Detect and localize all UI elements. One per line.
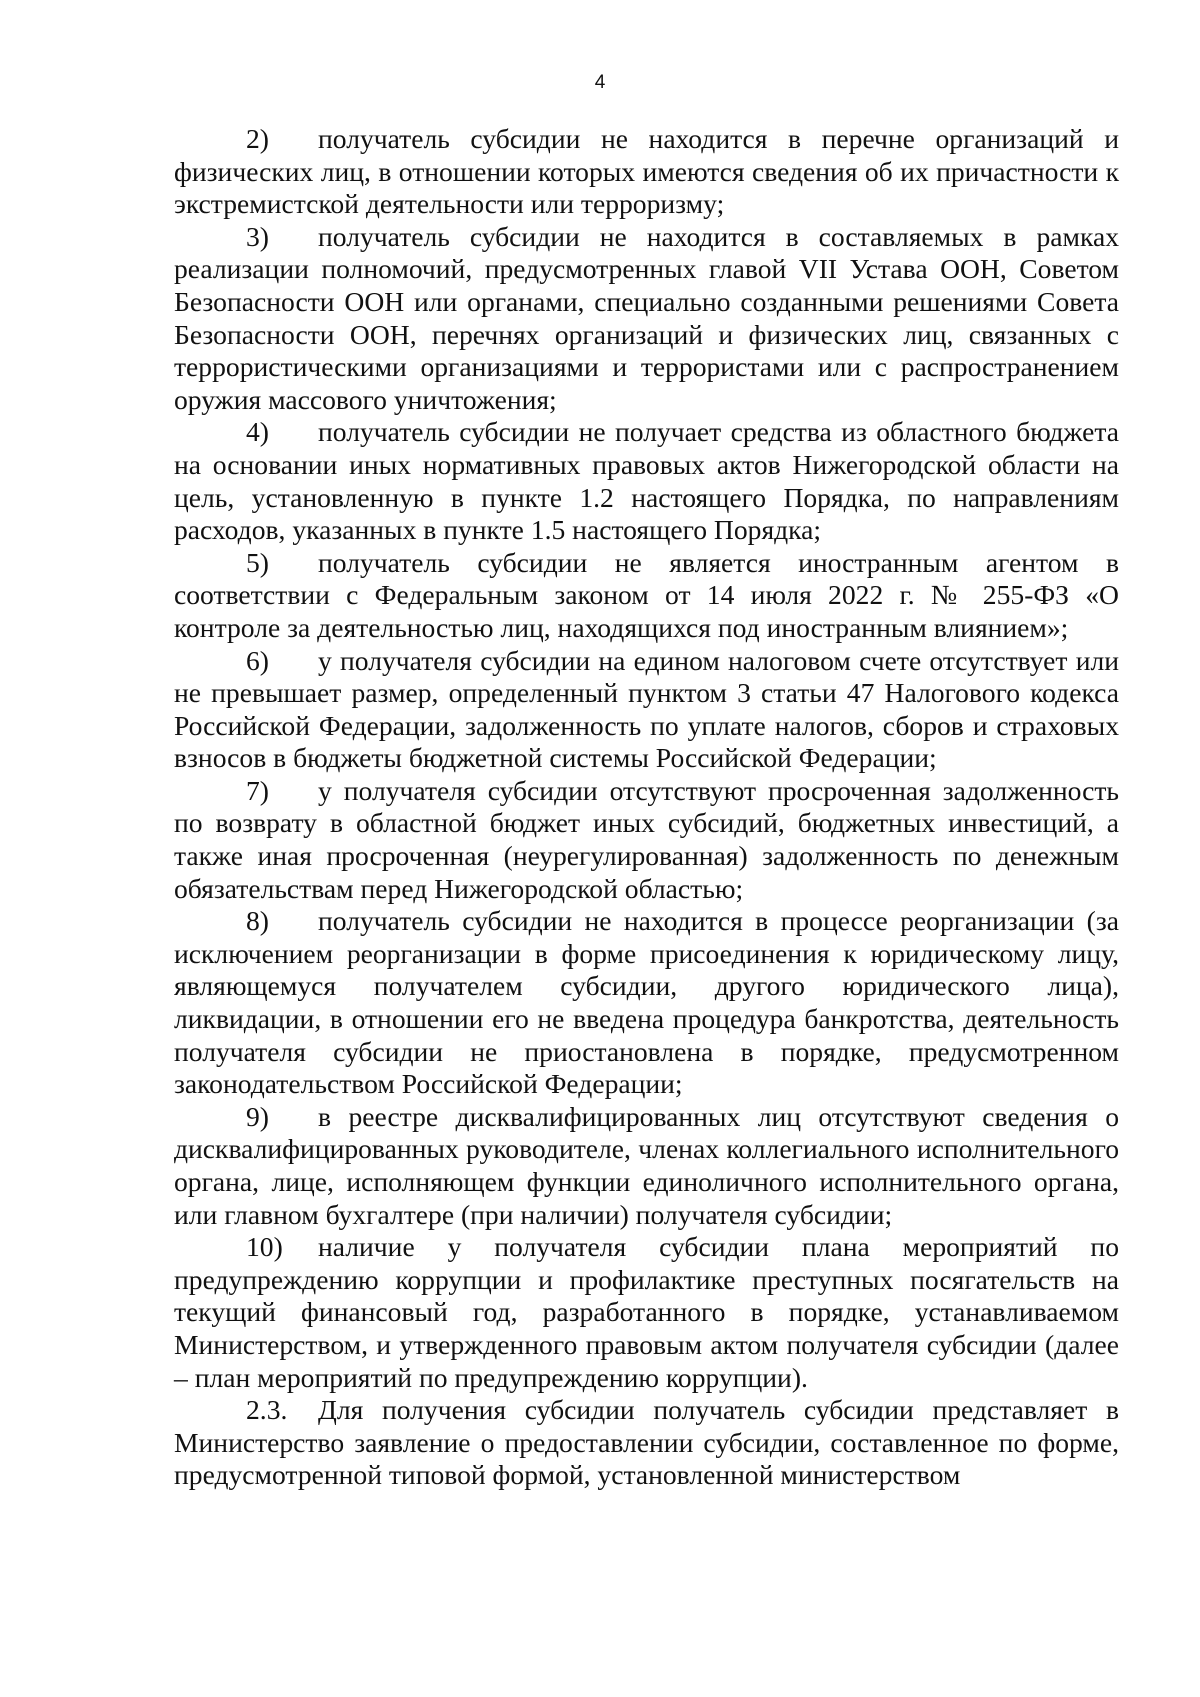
item-text: наличие у получателя субсидии плана мероприятий по предупреждению коррупции и профилактике преступных посягательств на текущий финансовый год, разработанного в порядке, устанавливаемом Министерством, и утвержденного правовым актом получателя субсидии (далее – план мероприятий по предупреждению коррупции).: [174, 1231, 1119, 1393]
page-number: 4: [594, 72, 606, 93]
list-item-6: [174, 645, 1119, 775]
list-item-7: [174, 775, 1119, 905]
item-number: 5): [246, 546, 269, 578]
item-text: в реестре дисквалифицированных лиц отсутствуют сведения о дисквалифицированных руководителе, членах коллегиального исполнительного органа, лице, исполняющем функции единоличного исполнительного органа, или главном бухгалтере (при наличии) получателя субсидии;: [174, 1100, 1119, 1230]
item-text: получатель субсидии не является иностранным агентом в соответствии с Федеральным законом от 14 июля 2022 г. № 255-ФЗ «О контроле за деятельностью лиц, находящихся под иностранным влиянием»;: [174, 546, 1119, 643]
item-number: 3): [246, 220, 269, 252]
clause-number: 2.3.: [246, 1394, 288, 1426]
item-text: получатель субсидии не находится в процессе реорганизации (за исключением реорганизации в форме присоединения к юридическому лицу, являющемуся получателем субсидии, другого юридического лица), ликвидации, в отношении его не введена процедура банкротства, деятельность получателя субсидии не приостановлена в порядке, предусмотренном законодательством Российской Федерации;: [174, 905, 1119, 1100]
item-text: у получателя субсидии отсутствуют просроченная задолженность по возврату в областной бюджет иных субсидий, бюджетных инвестиций, а также иная просроченная (неурегулированная) задолженность по денежным обязательствам перед Нижегородской областью;: [174, 774, 1119, 904]
clause-2-3: [174, 1394, 1119, 1492]
list-item-2: [174, 123, 1119, 221]
item-text: получатель субсидии не получает средства из областного бюджета на основании иных нормативных правовых актов Нижегородской области на цель, установленную в пункте 1.2 настоящего Порядка, по направлениям расходов, указанных в пункте 1.5 настоящего Порядка;: [174, 416, 1119, 546]
list-item-10: [174, 1231, 1119, 1394]
item-number: 10): [246, 1231, 283, 1263]
item-text: получатель субсидии не находится в составляемых в рамках реализации полномочий, предусмотренных главой VII Устава ООН, Советом Безопасности ООН или органами, специально созданными решениями Совета Безопасности ООН, перечнях организаций и физических лиц, связанных с террористическими организациями и террористами или с распространением оружия массового уничтожения;: [174, 220, 1119, 415]
item-number: 7): [246, 774, 269, 806]
item-number: 6): [246, 644, 269, 676]
item-number: 9): [246, 1100, 269, 1132]
item-number: 8): [246, 905, 269, 937]
list-item-4: [174, 416, 1119, 546]
item-number: 4): [246, 416, 269, 448]
item-number: 2): [246, 123, 269, 154]
document-body: [174, 123, 1119, 1492]
list-item-9: [174, 1101, 1119, 1231]
clause-text: Для получения субсидии получатель субсидии представляет в Министерство заявление о предоставлении субсидии, составленное по форме, предусмотренной типовой формой, установленной министерством: [174, 1394, 1119, 1491]
item-text: получатель субсидии не находится в перечне организаций и физических лиц, в отношении которых имеются сведения об их причастности к экстремистской деятельности или терроризму;: [174, 123, 1119, 220]
list-item-5: [174, 547, 1119, 645]
item-text: у получателя субсидии на едином налоговом счете отсутствует или не превышает размер, определенный пунктом 3 статьи 47 Налогового кодекса Российской Федерации, задолженность по уплате налогов, сборов и страховых взносов в бюджеты бюджетной системы Российской Федерации;: [174, 644, 1119, 774]
list-item-3: [174, 221, 1119, 417]
list-item-8: [174, 905, 1119, 1101]
